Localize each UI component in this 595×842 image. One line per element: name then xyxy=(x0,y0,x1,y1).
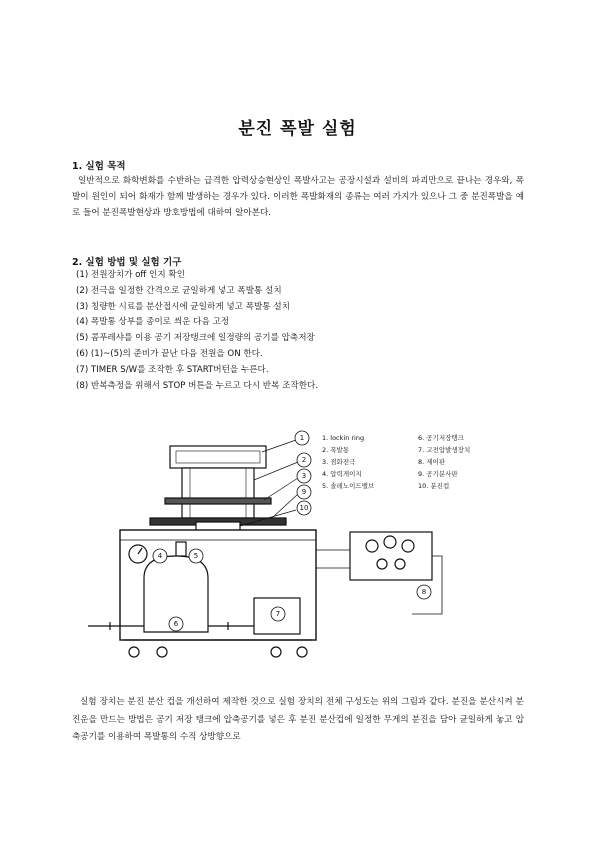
callout-label: 6 xyxy=(173,620,179,628)
control-dial xyxy=(395,559,405,569)
callout-label: 4 xyxy=(157,552,163,560)
legend-item: 8. 제어판 xyxy=(418,458,446,466)
legend-item: 10. 분진컵 xyxy=(418,482,450,490)
step-item: (8) 반복측정을 위해서 STOP 버튼을 누르고 다시 반복 조작한다. xyxy=(76,380,319,391)
step-item: (2) 전극을 일정한 간격으로 균일하게 넣고 폭발통 설치 xyxy=(76,285,282,296)
legend-item: 9. 공기분사판 xyxy=(418,470,458,478)
control-dial xyxy=(377,559,387,569)
wheel xyxy=(129,647,139,657)
procedure-steps xyxy=(76,268,318,394)
legend-item: 2. 폭발통 xyxy=(322,446,350,454)
wheel xyxy=(297,647,307,657)
callout-label: 5 xyxy=(193,552,199,560)
control-dial xyxy=(366,540,378,552)
legend-item: 7. 고전압발생장치 xyxy=(418,446,471,454)
section-2-heading: 2. 실험 방법 및 실험 기구 xyxy=(72,257,182,268)
legend-item: 1. lockin ring xyxy=(322,434,365,442)
section-1-heading: 1. 실험 목적 xyxy=(72,161,126,172)
pressure-gauge xyxy=(129,545,147,563)
step-item: (4) 폭발통 상부를 종이로 씌운 다음 고정 xyxy=(76,317,230,328)
legend-item: 5. 솔레노이드밸브 xyxy=(322,482,375,490)
callout-label: 9 xyxy=(301,488,307,496)
description-paragraph: 실험 장치는 분진 분산 컵을 개선하여 제작한 것으로 실험 장치의 전체 구성도는 위의 그림과 같다. 분진을 분산시켜 분진운을 만드는 방법은 공기 저장 탱크에 압축공기를 넣은 후 분진 분산컵에 일정한 무게의 분진을 담아 균일하게 놓고 압축공기를 이용하여 폭발통의 수직 상방향으로 xyxy=(72,697,524,742)
step-item: (5) 콤푸레샤를 이용 공기 저장탱크에 일정량의 공기를 압축저장 xyxy=(76,333,315,344)
callout-label: 8 xyxy=(421,588,427,596)
step-item: (1) 전원장치가 off 인지 확인 xyxy=(76,270,185,280)
legend-item: 3. 점화전극 xyxy=(322,458,356,466)
step-item: (3) 칭량한 시료를 분산접시에 균일하게 넣고 폭발통 설치 xyxy=(76,301,290,312)
solenoid-valve xyxy=(176,542,186,556)
apparatus-diagram xyxy=(0,418,595,678)
control-dial xyxy=(384,536,396,548)
wheel xyxy=(271,647,281,657)
control-dial xyxy=(402,540,414,552)
callout-label: 1 xyxy=(299,434,305,442)
step-item: (7) TIMER S/W를 조작한 후 START버턴을 누른다. xyxy=(76,364,269,375)
diagram-legend xyxy=(322,433,470,490)
lockin-ring xyxy=(170,446,266,468)
callout-label: 2 xyxy=(301,456,307,464)
ignition-electrode xyxy=(165,498,271,504)
legend-item: 6. 공기저장탱크 xyxy=(418,434,464,442)
page-title: 분진 폭발 실험 xyxy=(238,119,357,139)
step-item: (6) (1)~(5)의 준비가 끝난 다음 전원을 ON 한다. xyxy=(76,348,263,359)
callout-label: 7 xyxy=(275,610,281,618)
section-1-body: 일반적으로 화학변화를 수반하는 급격한 압력상승현상인 폭발사고는 공장시설과 설비의 파괴만으로 끝나는 경우와, 폭발이 원인이 되어 화재가 함께 발생하는 경우가 있다. 이러한 폭발화재의 종류는 여러 가지가 있으나 그 중 분진폭발을 예로 들어 분진폭발현상과 방호방법에 대하여 알아본다. xyxy=(72,176,524,218)
callout-label: 10 xyxy=(299,504,309,512)
callout-label: 3 xyxy=(301,472,307,480)
explosion-vessel xyxy=(182,468,254,518)
legend-item: 4. 압력게이지 xyxy=(322,470,362,478)
wheel xyxy=(157,647,167,657)
